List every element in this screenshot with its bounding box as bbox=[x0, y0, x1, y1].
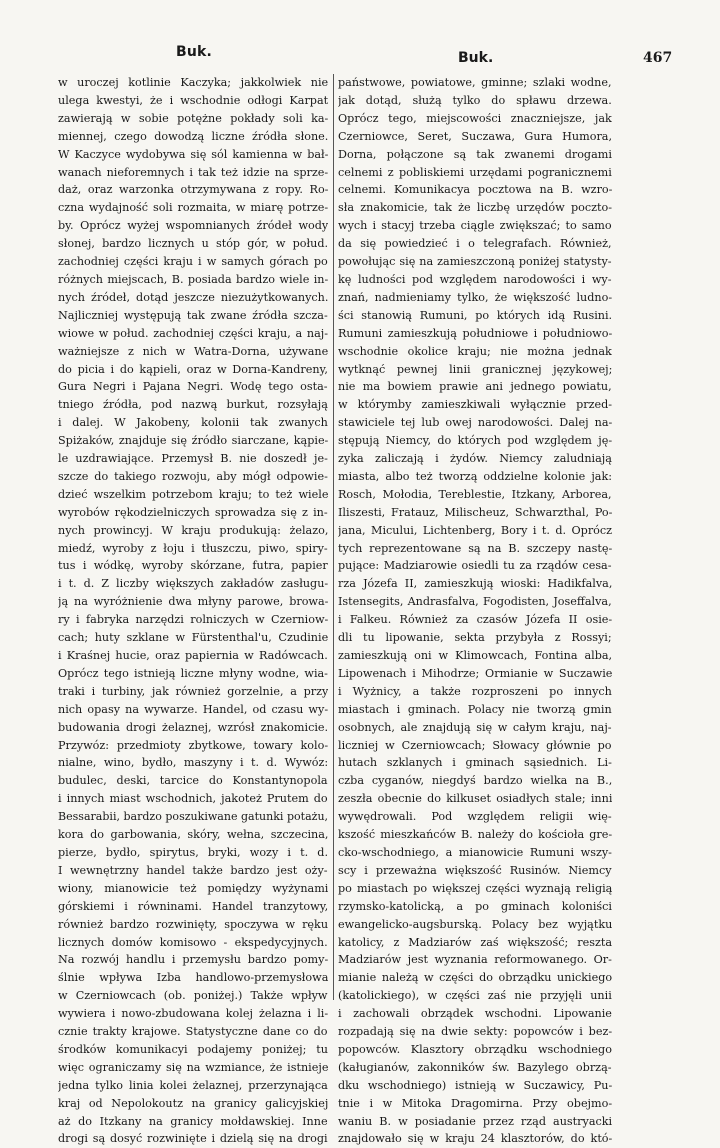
text-line: (kaługianów, zakonników św. Bazylego obrzą- bbox=[338, 1060, 612, 1074]
text-line: wywędrowali. Pod względem religii wię- bbox=[338, 810, 612, 824]
text-line: zachodniej części kraju i w samych górach po bbox=[58, 255, 328, 269]
text-line: hutach szklanych i gminach sąsiednich. Li- bbox=[338, 756, 612, 770]
text-line: i Falkeu. Również za czasów Józefa II osie- bbox=[338, 613, 612, 627]
text-line: le uzdrawiające. Przemysł B. nie doszedł je- bbox=[58, 452, 328, 466]
text-line: miastach i gminach. Polacy nie tworzą gmin bbox=[338, 702, 612, 716]
text-line: liczniej w Czerniowcach; Słowacy głównie po bbox=[338, 738, 612, 752]
text-line: Spiżaków, znajduje się źródło siarczane, kąpie- bbox=[58, 434, 328, 448]
running-head-left: Buk. bbox=[176, 44, 213, 60]
text-line: jedna tylko linia kolei żelaznej, przerzynająca bbox=[58, 1078, 328, 1092]
text-line: stępują Niemcy, do których pod względem ję- bbox=[338, 434, 612, 448]
text-line: znajdowało się w kraju 24 klasztorów, do któ- bbox=[338, 1132, 612, 1146]
text-line: kę ludności pod względem narodowości i wy- bbox=[338, 272, 612, 286]
text-line: czna wydajność soli rozmaita, w miarę potrze- bbox=[58, 201, 328, 215]
text-line: wiowe w połud. zachodniej części kraju, a naj- bbox=[58, 326, 328, 340]
page-number: 467 bbox=[643, 50, 673, 66]
text-line: cznie trakty krajowe. Statystyczne dane co do bbox=[58, 1025, 328, 1039]
text-line: rza Józefa II, zamieszkują wioski: Hadikfalva, bbox=[338, 577, 612, 591]
text-line: nych źródeł, dotąd jeszcze niezużytkowanych. bbox=[58, 290, 328, 304]
text-line: i t. d. Z liczby większych zakładów zasługu- bbox=[58, 577, 328, 591]
text-line: scy i przeważna większość Rusinów. Niemcy bbox=[338, 863, 612, 877]
text-line: miedź, wyroby z łoju i tłuszczu, piwo, spiry- bbox=[58, 541, 328, 555]
text-line: Najliczniej występują tak zwane źródła szcza- bbox=[58, 308, 328, 322]
text-line: osobnych, ale znajdują się w całym kraju, naj- bbox=[338, 720, 612, 734]
text-line: da się powiedzieć i o telegrafach. Również, bbox=[338, 237, 612, 251]
text-line: budowania drogi żelaznej, wzrósł znakomicie. bbox=[58, 720, 328, 734]
text-line: w którymby zamieszkiwali wyłącznie przed- bbox=[338, 398, 612, 412]
text-line: i Kraśnej hucie, oraz papiernia w Radówcach. bbox=[58, 649, 328, 662]
text-line: miennej, czego dowodzą liczne źródła słone. bbox=[58, 129, 328, 143]
text-line: ślnie wpływa Izba handlowo-przemysłowa bbox=[58, 971, 328, 985]
text-line: cko-wschodniego, a mianowicie Rumuni wszy- bbox=[338, 845, 612, 859]
text-line: tych reprezentowane są na B. szczepy nastę- bbox=[338, 541, 612, 555]
text-line: i dalej. W Jakobeny, kolonii tak zwanych bbox=[58, 416, 328, 430]
text-line: rozpadają się na dwie sekty: popowców i bez- bbox=[338, 1025, 612, 1039]
text-line: mianie należą w części do obrządku unickiego bbox=[338, 971, 612, 985]
text-line: nich opasy na wywarze. Handel, od czasu wy- bbox=[58, 702, 328, 716]
text-line: ści stanowią Rumuni, po których idą Rusini. bbox=[338, 308, 612, 322]
text-line: tnie i w Mitoka Dragomirna. Przy obejmo- bbox=[338, 1096, 612, 1110]
text-line: celnemi z pobliskiemi urzędami pogranicznemi bbox=[338, 165, 612, 179]
text-line: Oprócz tego, miejscowości znaczniejsze, jak bbox=[338, 111, 612, 125]
text-line: drogi są dosyć rozwinięte i dzielą się na drogi bbox=[58, 1132, 328, 1146]
text-line: dli tu lipowanie, sekta przybyła z Rossyi; bbox=[338, 631, 612, 645]
text-line: i Wyżnicy, a także rozproszeni po innych bbox=[338, 684, 612, 698]
text-line: środków komunikacyi podajemy poniżej; tu bbox=[58, 1042, 328, 1056]
text-line: słonej, bardzo licznych u stóp gór, w połud. bbox=[58, 237, 328, 251]
text-line: wschodnie okolice kraju; nie można jednak bbox=[338, 344, 612, 358]
text-line: w uroczej kotlinie Kaczyka; jakkolwiek nie bbox=[58, 76, 328, 89]
text-line: wywiera i nowo-zbudowana kolej żelazna i li- bbox=[58, 1007, 328, 1021]
text-line: ją na wyróżnienie dwa młyny parowe, browa- bbox=[58, 595, 328, 609]
text-line: jana, Micului, Lichtenberg, Bory i t. d. Oprócz bbox=[338, 523, 612, 537]
text-line: Rosch, Mołodia, Tereblestie, Itzkany, Arborea, bbox=[338, 487, 612, 501]
text-line: nialne, wino, bydło, maszyny i t. d. Wywóz: bbox=[58, 756, 328, 770]
text-line: Lipowenach i Mihodrze; Ormianie w Suczawie bbox=[338, 666, 612, 680]
text-line: jak dotąd, służą tylko do spławu drzewa. bbox=[338, 93, 612, 107]
text-line: tniego źródła, pod nazwą burkut, rozsyłają bbox=[58, 398, 328, 412]
text-line: kszość mieszkańców B. należy do kościoła gre- bbox=[338, 828, 612, 842]
left-column bbox=[58, 74, 328, 1148]
text-line: zawierają w sobie potężne pokłady soli ka- bbox=[58, 111, 328, 125]
text-line: więc ograniczamy się na wzmiance, że istnieje bbox=[58, 1060, 328, 1074]
text-line: cach; huty szklane w Fürstenthal'u, Czudinie bbox=[58, 631, 328, 645]
text-line: licznych domów komisowo - ekspedycyjnych. bbox=[58, 935, 328, 949]
text-line: Madziarów jest wyznania reformowanego. Or- bbox=[338, 953, 612, 967]
text-line: znań, nadmieniamy tylko, że większość ludno- bbox=[338, 290, 612, 304]
running-head-right: Buk. bbox=[458, 50, 494, 66]
text-line: Istensegits, Andrasfalva, Fogodisten, Joseffalva, bbox=[338, 595, 612, 609]
text-line: w Czerniowcach (ob. poniżej.) Także wpływ bbox=[58, 989, 328, 1003]
text-line: pujące: Madziarowie osiedli tu za rządów cesa- bbox=[338, 559, 612, 573]
text-line: nie ma bowiem prawie ani jednego powiatu, bbox=[338, 380, 612, 394]
text-line: zeszła obecnie do kilkuset osiadłych stale; inni bbox=[338, 792, 612, 806]
right-column bbox=[338, 74, 612, 1148]
text-line: I wewnętrzny handel także bardzo jest oży- bbox=[58, 863, 328, 877]
text-line: Gura Negri i Pajana Negri. Wodę tego osta- bbox=[58, 380, 328, 394]
text-line: Iliszesti, Fratauz, Milischeuz, Schwarzthal, Po- bbox=[338, 505, 612, 519]
text-line: wiony, mianowicie też pomiędzy wyżynami bbox=[58, 881, 328, 895]
text-line: katolicy, z Madziarów zaś większość; reszta bbox=[338, 935, 612, 949]
text-line: sła znakomicie, tak że liczbę urzędów poczto- bbox=[338, 201, 612, 215]
text-line: budulec, deski, tarcice do Konstantynopola bbox=[58, 774, 328, 788]
text-line: pierze, bydło, spirytus, bryki, wozy i t. d. bbox=[58, 845, 328, 859]
text-line: i zachowali obrządek wschodni. Lipowanie bbox=[338, 1007, 612, 1021]
text-line: popowców. Klasztory obrządku wschodniego bbox=[338, 1042, 612, 1056]
text-line: do picia i do kąpieli, oraz w Dorna-Kandreny, bbox=[58, 362, 328, 376]
text-line: nych prowincyj. W kraju produkują: żelazo, bbox=[58, 523, 328, 537]
text-line: Dorna, połączone są tak zwanemi drogami bbox=[338, 147, 612, 161]
text-line: Czerniowce, Seret, Suczawa, Gura Humora, bbox=[338, 129, 612, 143]
text-line: Przywóz: przedmioty zbytkowe, towary kolo- bbox=[58, 738, 328, 752]
text-line: zamieszkują oni w Klimowcach, Fontina alba, bbox=[338, 649, 612, 662]
text-line: miasta, albo też tworzą oddzielne kolonie jak: bbox=[338, 469, 612, 483]
text-line: ewangelicko-augsburską. Polacy bez wyjątku bbox=[338, 917, 612, 931]
text-line: wanach nieforemnych i tak też idzie na sprze- bbox=[58, 165, 328, 179]
text-line: ulega kwestyi, że i wschodnie odłogi Karpat bbox=[58, 93, 328, 107]
text-line: rzymsko-katolicką, a po gminach koloniści bbox=[338, 899, 612, 913]
text-line: wych i stacyj trzeba ciągle zwiększać; to samo bbox=[338, 219, 612, 233]
text-line: górskiemi i równinami. Handel tranzytowy, bbox=[58, 899, 328, 913]
text-line: kora do garbowania, skóry, wełna, szczecina, bbox=[58, 828, 328, 842]
text-line: wytknąć pewnej linii granicznej językowej; bbox=[338, 362, 612, 376]
text-line: Rumuni zamieszkują południowe i południowo- bbox=[338, 326, 612, 340]
text-line: powołując się na zamieszczoną poniżej statysty- bbox=[338, 255, 612, 269]
text-line: czba cyganów, niegdyś bardzo wielka na B., bbox=[338, 774, 612, 788]
text-line: państwowe, powiatowe, gminne; szlaki wodne, bbox=[338, 76, 612, 89]
text-line: Oprócz tego istnieją liczne młyny wodne, wia- bbox=[58, 666, 328, 680]
text-line: daż, oraz warzonka otrzymywana z ropy. Ro- bbox=[58, 183, 328, 197]
text-line: dku wschodniego) istnieją w Suczawicy, Pu- bbox=[338, 1078, 612, 1092]
text-line: zyka zaliczają i żydów. Niemcy zaludniają bbox=[338, 452, 612, 466]
text-line: tus i wódkę, wyroby skórzane, futra, papier bbox=[58, 559, 328, 573]
text-line: ważniejsze z nich w Watra-Dorna, używane bbox=[58, 344, 328, 358]
text-line: Na rozwój handlu i przemysłu bardzo pomy- bbox=[58, 953, 328, 967]
text-line: szcze do takiego rozwoju, aby mógł odpowie- bbox=[58, 469, 328, 483]
text-line: kraj od Nepolokoutz na granicy galicyjskiej bbox=[58, 1096, 328, 1110]
text-line: (katolickiego), w części zaś nie przyjęli unii bbox=[338, 989, 612, 1003]
text-line: różnych miejscach, B. posiada bardzo wiele in- bbox=[58, 272, 328, 286]
text-line: W Kaczyce wydobywa się sól kamienna w bał- bbox=[58, 147, 328, 161]
column-divider bbox=[333, 74, 334, 1000]
text-line: i innych miast wschodnich, jakoteż Prutem do bbox=[58, 792, 328, 806]
text-line: Bessarabii, bardzo poszukiwane gatunki potażu, bbox=[58, 810, 328, 824]
text-line: po miastach po większej części wyznają religią bbox=[338, 881, 612, 895]
text-line: wyrobów rękodzielniczych sprowadza się z in- bbox=[58, 505, 328, 519]
text-line: stawiciele tej lub owej narodowości. Dalej na- bbox=[338, 416, 612, 430]
text-line: aż do Itzkany na granicy mołdawskiej. Inne bbox=[58, 1114, 328, 1128]
text-line: traki i turbiny, jak również gorzelnie, a przy bbox=[58, 684, 328, 698]
text-line: waniu B. w posiadanie przez rząd austryacki bbox=[338, 1114, 612, 1128]
text-line: by. Oprócz wyżej wspomnianych źródeł wody bbox=[58, 219, 328, 233]
text-line: dzieć wszelkim potrzebom kraju; to też wiele bbox=[58, 487, 328, 501]
text-line: ry i fabryka narzędzi rolniczych w Czerniow- bbox=[58, 613, 328, 627]
text-line: celnemi. Komunikacya pocztowa na B. wzro- bbox=[338, 183, 612, 197]
text-line: również bardzo rozwinięty, spoczywa w ręku bbox=[58, 917, 328, 931]
